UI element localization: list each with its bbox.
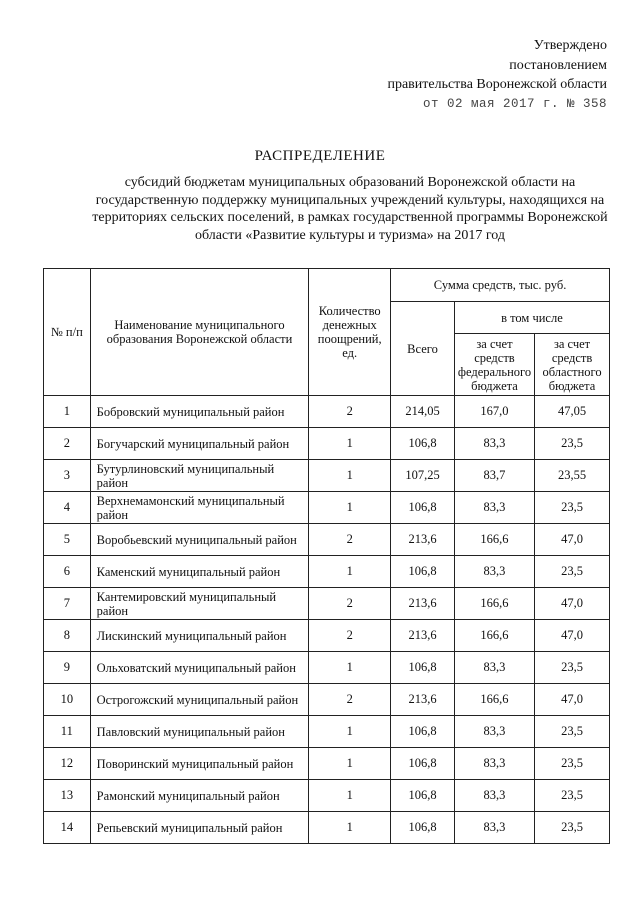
cell-federal: 83,7 xyxy=(454,460,534,492)
cell-regional: 47,05 xyxy=(535,396,610,428)
cell-count: 2 xyxy=(309,684,391,716)
cell-count: 1 xyxy=(309,716,391,748)
approval-date: от 02 мая 2017 г. № 358 xyxy=(422,96,607,111)
header-sum: Сумма средств, тыс. руб. xyxy=(391,269,610,302)
cell-name: Поворинский муниципальный район xyxy=(90,748,309,780)
cell-total: 213,6 xyxy=(391,684,455,716)
cell-total: 106,8 xyxy=(391,556,455,588)
cell-regional: 47,0 xyxy=(535,524,610,556)
cell-total: 106,8 xyxy=(391,748,455,780)
cell-regional: 23,5 xyxy=(535,492,610,524)
table-row xyxy=(44,556,610,588)
cell-num: 14 xyxy=(44,812,91,844)
document-title: РАСПРЕДЕЛЕНИЕ xyxy=(254,148,386,164)
table-body xyxy=(44,396,610,844)
table-row xyxy=(44,652,610,684)
table-row xyxy=(44,492,610,524)
cell-count: 1 xyxy=(309,492,391,524)
cell-count: 1 xyxy=(309,812,391,844)
cell-name: Рамонский муниципальный район xyxy=(90,780,309,812)
table-row xyxy=(44,716,610,748)
cell-name: Верхнемамонский муниципальный район xyxy=(90,492,309,524)
cell-name: Репьевский муниципальный район xyxy=(90,812,309,844)
cell-count: 1 xyxy=(309,652,391,684)
cell-federal: 166,6 xyxy=(454,684,534,716)
cell-total: 106,8 xyxy=(391,492,455,524)
approval-line-3: правительства Воронежской области xyxy=(387,77,607,92)
cell-num: 8 xyxy=(44,620,91,652)
cell-federal: 83,3 xyxy=(454,716,534,748)
cell-total: 107,25 xyxy=(391,460,455,492)
table-row xyxy=(44,460,610,492)
cell-num: 13 xyxy=(44,780,91,812)
cell-federal: 83,3 xyxy=(454,492,534,524)
cell-count: 2 xyxy=(309,396,391,428)
cell-num: 11 xyxy=(44,716,91,748)
cell-federal: 83,3 xyxy=(454,780,534,812)
cell-total: 106,8 xyxy=(391,812,455,844)
cell-regional: 23,5 xyxy=(535,652,610,684)
cell-name: Бобровский муниципальный район xyxy=(90,396,309,428)
table-row xyxy=(44,620,610,652)
cell-name: Богучарский муниципальный район xyxy=(90,428,309,460)
cell-total: 213,6 xyxy=(391,588,455,620)
cell-regional: 47,0 xyxy=(535,620,610,652)
cell-count: 1 xyxy=(309,748,391,780)
cell-federal: 83,3 xyxy=(454,748,534,780)
table-row xyxy=(44,780,610,812)
cell-federal: 166,6 xyxy=(454,524,534,556)
cell-num: 6 xyxy=(44,556,91,588)
cell-num: 12 xyxy=(44,748,91,780)
cell-num: 7 xyxy=(44,588,91,620)
cell-total: 106,8 xyxy=(391,716,455,748)
cell-num: 3 xyxy=(44,460,91,492)
approval-stamp xyxy=(387,36,607,114)
header-total: Всего xyxy=(391,302,455,396)
cell-num: 1 xyxy=(44,396,91,428)
cell-name: Лискинский муниципальный район xyxy=(90,620,309,652)
cell-regional: 23,5 xyxy=(535,748,610,780)
cell-name: Павловский муниципальный район xyxy=(90,716,309,748)
cell-federal: 83,3 xyxy=(454,812,534,844)
cell-name: Ольховатский муниципальный район xyxy=(90,652,309,684)
cell-count: 2 xyxy=(309,524,391,556)
table-row xyxy=(44,588,610,620)
cell-federal: 166,6 xyxy=(454,588,534,620)
header-including: в том числе xyxy=(454,302,609,334)
cell-regional: 47,0 xyxy=(535,588,610,620)
cell-regional: 23,5 xyxy=(535,716,610,748)
table-row xyxy=(44,428,610,460)
header-num: № п/п xyxy=(44,269,91,396)
cell-total: 106,8 xyxy=(391,780,455,812)
cell-name: Бутурлиновский муниципальный район xyxy=(90,460,309,492)
table-row xyxy=(44,524,610,556)
cell-total: 214,05 xyxy=(391,396,455,428)
cell-federal: 83,3 xyxy=(454,652,534,684)
cell-regional: 23,5 xyxy=(535,780,610,812)
cell-num: 9 xyxy=(44,652,91,684)
cell-num: 10 xyxy=(44,684,91,716)
cell-federal: 167,0 xyxy=(454,396,534,428)
distribution-table xyxy=(43,268,610,844)
cell-name: Каменский муниципальный район xyxy=(90,556,309,588)
cell-name: Воробьевский муниципальный район xyxy=(90,524,309,556)
cell-federal: 166,6 xyxy=(454,620,534,652)
cell-count: 2 xyxy=(309,620,391,652)
cell-name: Кантемировский муниципальный район xyxy=(90,588,309,620)
cell-regional: 23,5 xyxy=(535,428,610,460)
cell-total: 106,8 xyxy=(391,428,455,460)
cell-count: 1 xyxy=(309,460,391,492)
table-row xyxy=(44,684,610,716)
cell-total: 213,6 xyxy=(391,524,455,556)
cell-total: 213,6 xyxy=(391,620,455,652)
table-row xyxy=(44,812,610,844)
approval-line-1: Утверждено xyxy=(533,38,607,53)
table-row xyxy=(44,748,610,780)
cell-name: Острогожский муниципальный район xyxy=(90,684,309,716)
header-federal: за счет средств федерального бюджета xyxy=(454,334,534,396)
cell-count: 1 xyxy=(309,556,391,588)
cell-regional: 23,5 xyxy=(535,556,610,588)
table-row xyxy=(44,396,610,428)
header-regional: за счет средств областного бюджета xyxy=(535,334,610,396)
cell-regional: 23,55 xyxy=(535,460,610,492)
cell-regional: 47,0 xyxy=(535,684,610,716)
header-name: Наименование муниципального образования Воронежской области xyxy=(90,269,309,396)
approval-line-2: постановлением xyxy=(509,57,607,73)
document-subtitle: субсидий бюджетам муниципальных образований Воронежской области на государственную поддержку муниципальных учреждений культуры, находящихся на территориях сельских поселений, в рамках государственной программы Воронежской области «Развитие культуры и туризма» на 2017 год xyxy=(92,175,608,243)
cell-regional: 23,5 xyxy=(535,812,610,844)
cell-count: 2 xyxy=(309,588,391,620)
cell-num: 4 xyxy=(44,492,91,524)
cell-total: 106,8 xyxy=(391,652,455,684)
header-count: Количество денежных поощрений, ед. xyxy=(309,269,391,396)
cell-num: 5 xyxy=(44,524,91,556)
cell-count: 1 xyxy=(309,428,391,460)
cell-federal: 83,3 xyxy=(454,428,534,460)
cell-num: 2 xyxy=(44,428,91,460)
cell-federal: 83,3 xyxy=(454,556,534,588)
cell-count: 1 xyxy=(309,780,391,812)
